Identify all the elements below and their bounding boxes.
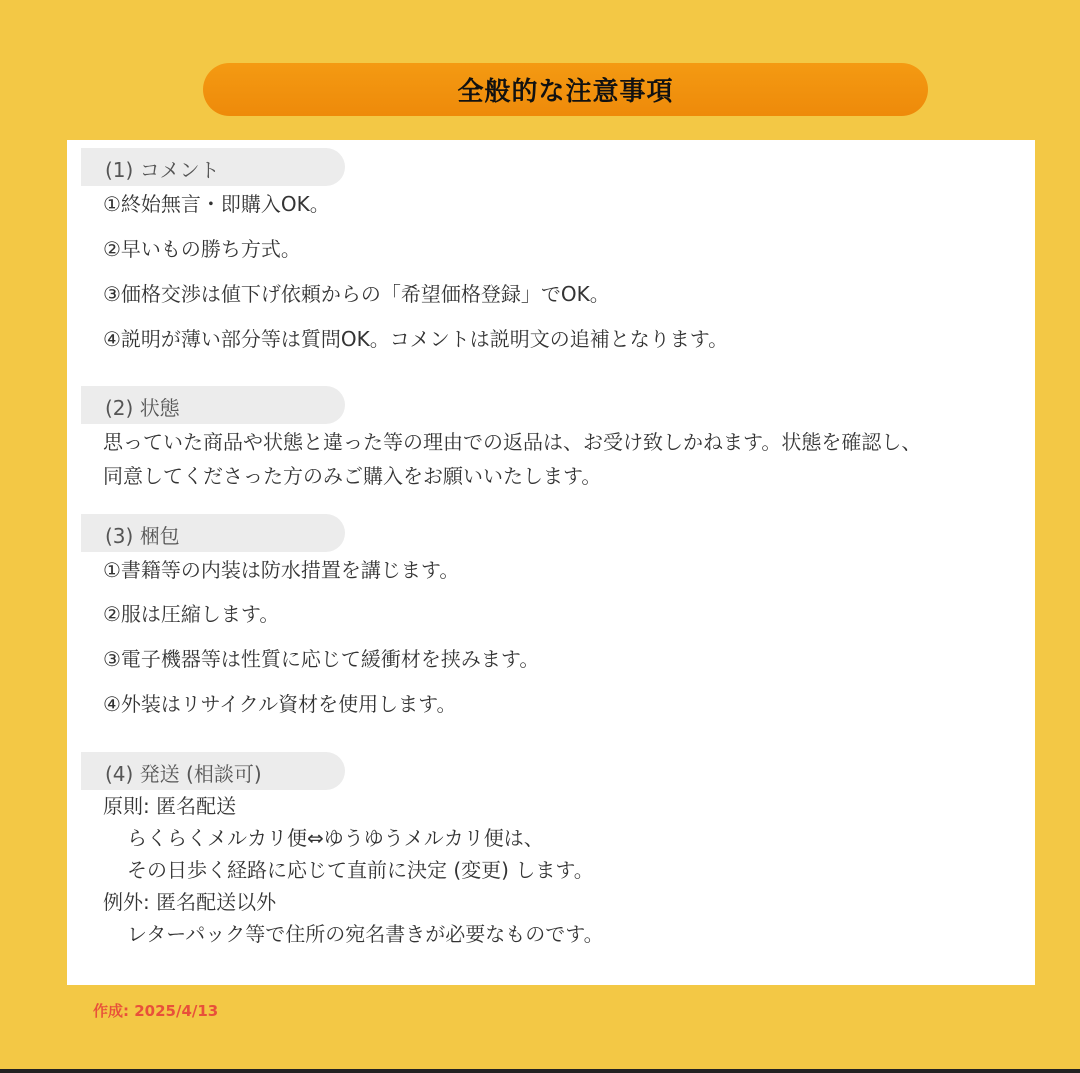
section-heading-bar [81,148,345,186]
list-item: 例外: 匿名配送以外 [103,890,277,914]
section-heading: (4) 発送 (相談可) [105,762,262,786]
list-item: 思っていた商品や状態と違った等の理由での返品は、お受け致しかねます。状態を確認し、 [103,430,922,454]
list-item: 原則: 匿名配送 [103,794,237,818]
bottom-divider [0,1069,1080,1073]
section-heading-bar [81,752,345,790]
list-item: ④外装はリサイクル資材を使用します。 [103,692,457,716]
list-item: ②早いもの勝ち方式。 [103,237,301,261]
list-item: ④説明が薄い部分等は質問OK。コメントは説明文の追補となります。 [103,327,729,351]
list-item: ③電子機器等は性質に応じて緩衝材を挟みます。 [103,647,540,671]
title-banner [203,63,928,116]
page-title: 全般的な注意事項 [457,77,674,107]
section-heading-bar [81,514,345,552]
list-item: ②服は圧縮します。 [103,602,280,626]
section-heading: (2) 状態 [105,396,180,420]
list-item: ①終始無言・即購入OK。 [103,192,330,216]
section-heading: (3) 梱包 [105,524,180,548]
list-item: らくらくメルカリ便⇔ゆうゆうメルカリ便は、 [127,826,544,850]
list-item: ①書籍等の内装は防水措置を講じます。 [103,558,460,582]
list-item: レターパック等で住所の宛名書きが必要なものです。 [127,922,604,946]
list-item: その日歩く経路に応じて直前に決定 (変更) します。 [127,858,594,882]
notice-card [67,140,1035,985]
created-date: 作成: 2025/4/13 [93,1002,219,1020]
list-item: 同意してくださった方のみご購入をお願いいたします。 [103,464,602,488]
section-heading-bar [81,386,345,424]
section-heading: (1) コメント [105,158,220,182]
list-item: ③価格交渉は値下げ依頼からの「希望価格登録」でOK。 [103,282,610,306]
